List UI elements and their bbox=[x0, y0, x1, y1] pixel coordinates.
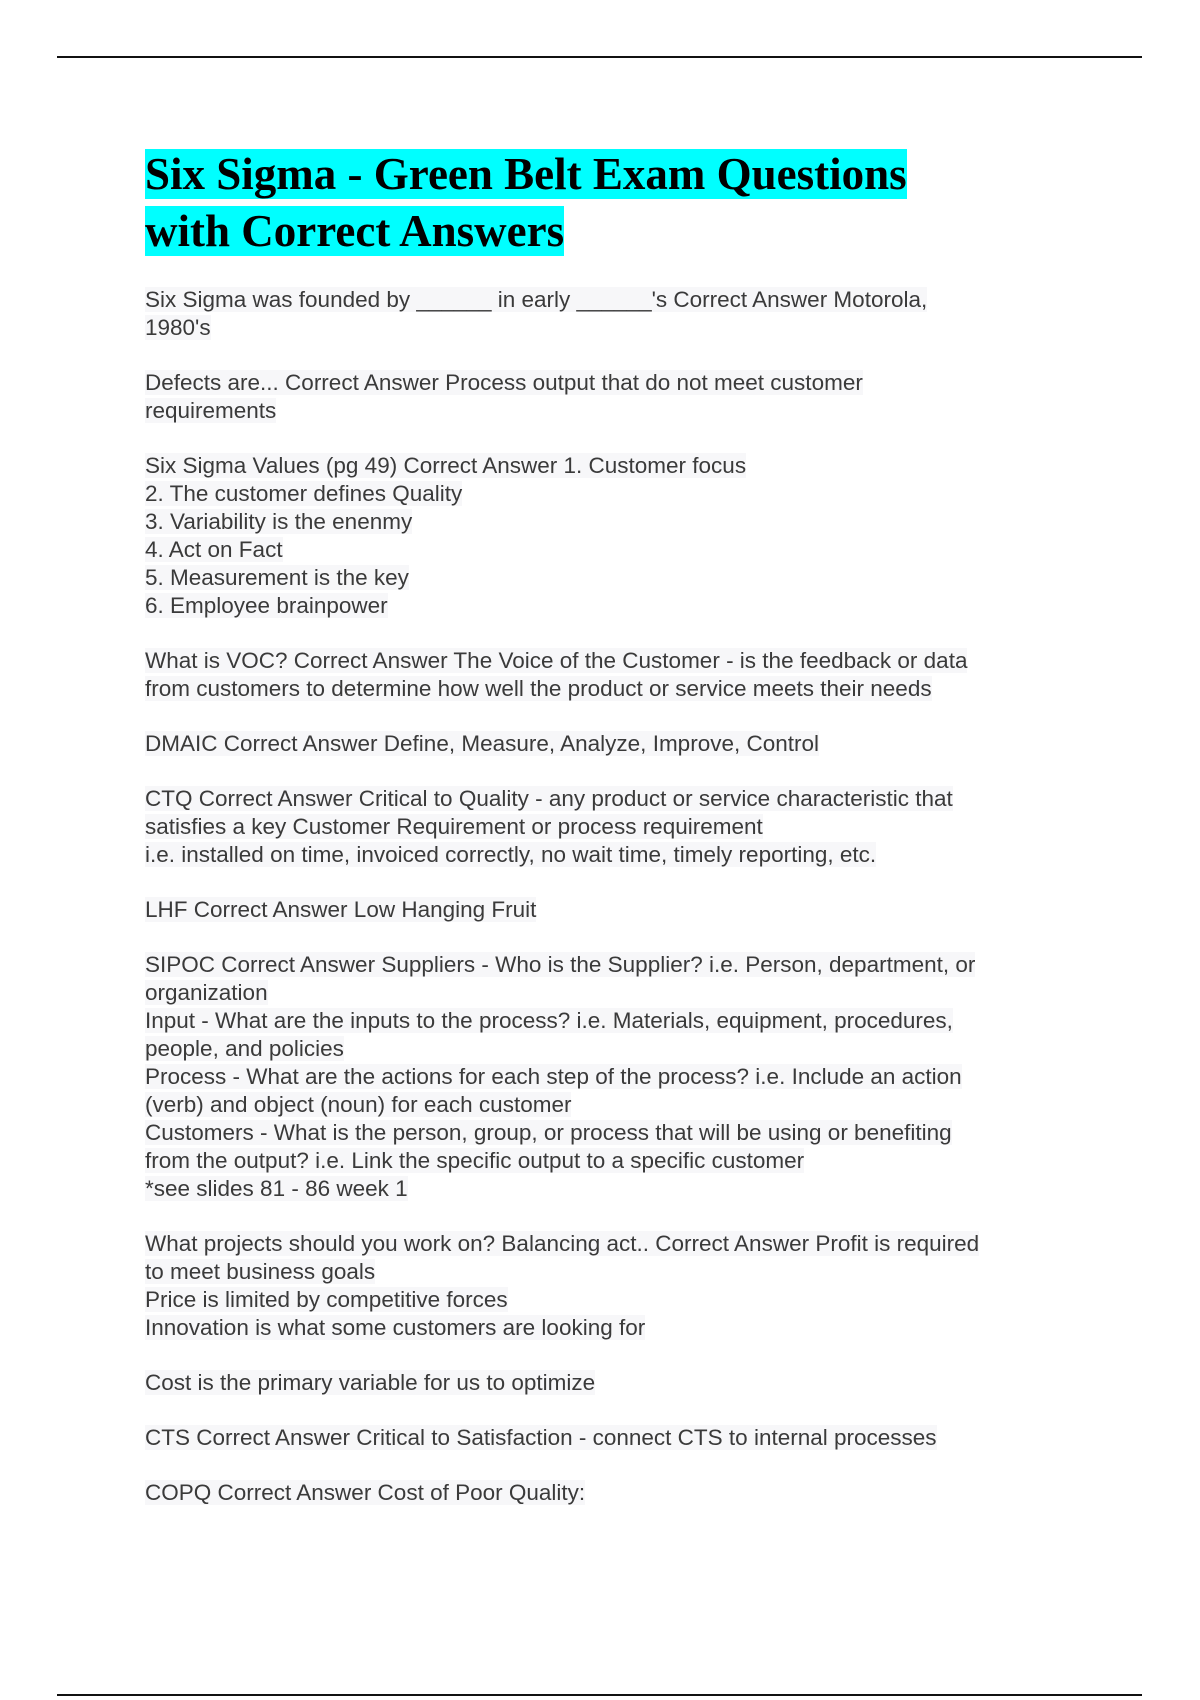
qa-line-text: Process - What are the actions for each step of the process? i.e. Include an action bbox=[145, 1064, 962, 1089]
qa-line bbox=[145, 369, 1065, 397]
qa-line-text: 3. Variability is the enenmy bbox=[145, 509, 413, 534]
title-line: Six Sigma - Green Belt Exam Questions bbox=[145, 149, 907, 199]
qa-line bbox=[145, 1369, 1065, 1397]
qa-line-text: Six Sigma was founded by ______ in early ______'s Correct Answer Motorola, bbox=[145, 287, 928, 312]
qa-line-text: Cost is the primary variable for us to optimize bbox=[145, 1370, 596, 1395]
qa-line bbox=[145, 508, 1065, 536]
qa-line bbox=[145, 647, 1065, 675]
qa-line bbox=[145, 675, 1065, 703]
qa-line-text: What is VOC? Correct Answer The Voice of the Customer - is the feedback or data bbox=[145, 648, 968, 673]
qa-line-text: COPQ Correct Answer Cost of Poor Quality: bbox=[145, 1480, 586, 1505]
qa-line bbox=[145, 1424, 1065, 1452]
qa-line bbox=[145, 452, 1065, 480]
qa-line bbox=[145, 1035, 1065, 1063]
title-line: with Correct Answers bbox=[145, 206, 565, 256]
qa-entry bbox=[145, 1230, 1065, 1342]
qa-line bbox=[145, 314, 1065, 342]
qa-line-text: Customers - What is the person, group, or process that will be using or benefiting bbox=[145, 1120, 952, 1145]
qa-line bbox=[145, 1479, 1065, 1507]
qa-line bbox=[145, 951, 1065, 979]
qa-line-text: CTS Correct Answer Critical to Satisfaction - connect CTS to internal processes bbox=[145, 1425, 937, 1450]
qa-line bbox=[145, 286, 1065, 314]
qa-line bbox=[145, 1147, 1065, 1175]
qa-line-text: to meet business goals bbox=[145, 1259, 376, 1284]
document-title bbox=[145, 146, 1065, 260]
qa-line-text: i.e. installed on time, invoiced correctly, no wait time, timely reporting, etc. bbox=[145, 842, 877, 867]
qa-entry bbox=[145, 286, 1065, 342]
qa-entry bbox=[145, 730, 1065, 758]
qa-line bbox=[145, 564, 1065, 592]
qa-line bbox=[145, 813, 1065, 841]
qa-line-text: Innovation is what some customers are looking for bbox=[145, 1315, 646, 1340]
qa-line-text: SIPOC Correct Answer Suppliers - Who is the Supplier? i.e. Person, department, or bbox=[145, 952, 976, 977]
qa-line bbox=[145, 841, 1065, 869]
qa-line bbox=[145, 1119, 1065, 1147]
qa-line-text: requirements bbox=[145, 398, 277, 423]
bottom-rule bbox=[57, 1694, 1142, 1696]
qa-line-text: 2. The customer defines Quality bbox=[145, 481, 463, 506]
qa-line-text: from customers to determine how well the product or service meets their needs bbox=[145, 676, 932, 701]
qa-entry bbox=[145, 369, 1065, 425]
qa-line bbox=[145, 1175, 1065, 1203]
document-page bbox=[145, 146, 1065, 1534]
qa-line-text: Input - What are the inputs to the process? i.e. Materials, equipment, procedures, bbox=[145, 1008, 953, 1033]
qa-entry bbox=[145, 452, 1065, 620]
qa-line bbox=[145, 1258, 1065, 1286]
qa-line bbox=[145, 1286, 1065, 1314]
qa-line-text: organization bbox=[145, 980, 268, 1005]
qa-line bbox=[145, 785, 1065, 813]
qa-line-text: (verb) and object (noun) for each customer bbox=[145, 1092, 572, 1117]
qa-entry bbox=[145, 896, 1065, 924]
qa-line-text: What projects should you work on? Balancing act.. Correct Answer Profit is required bbox=[145, 1231, 980, 1256]
qa-line-text: 6. Employee brainpower bbox=[145, 593, 388, 618]
qa-entry bbox=[145, 1424, 1065, 1452]
qa-line bbox=[145, 1007, 1065, 1035]
top-rule bbox=[57, 56, 1142, 58]
qa-line-text: from the output? i.e. Link the specific output to a specific customer bbox=[145, 1148, 805, 1173]
qa-line-text: CTQ Correct Answer Critical to Quality - any product or service characteristic that bbox=[145, 786, 953, 811]
qa-line-text: 4. Act on Fact bbox=[145, 537, 283, 562]
qa-line-text: 1980's bbox=[145, 315, 211, 340]
qa-line-text: *see slides 81 - 86 week 1 bbox=[145, 1176, 408, 1201]
qa-line bbox=[145, 536, 1065, 564]
qa-line bbox=[145, 1314, 1065, 1342]
qa-entry bbox=[145, 951, 1065, 1203]
qa-entry bbox=[145, 785, 1065, 869]
qa-line-text: DMAIC Correct Answer Define, Measure, Analyze, Improve, Control bbox=[145, 731, 820, 756]
qa-entry bbox=[145, 1369, 1065, 1397]
qa-line bbox=[145, 1063, 1065, 1091]
qa-entry bbox=[145, 1479, 1065, 1507]
qa-line-text: Six Sigma Values (pg 49) Correct Answer 1. Customer focus bbox=[145, 453, 747, 478]
qa-line bbox=[145, 397, 1065, 425]
qa-line bbox=[145, 1091, 1065, 1119]
qa-entry bbox=[145, 647, 1065, 703]
qa-line-text: 5. Measurement is the key bbox=[145, 565, 409, 590]
qa-line-text: people, and policies bbox=[145, 1036, 344, 1061]
qa-line bbox=[145, 480, 1065, 508]
qa-line bbox=[145, 896, 1065, 924]
qa-line-text: Price is limited by competitive forces bbox=[145, 1287, 508, 1312]
qa-line-text: satisfies a key Customer Requirement or process requirement bbox=[145, 814, 763, 839]
qa-list bbox=[145, 286, 1065, 1507]
qa-line-text: Defects are... Correct Answer Process output that do not meet customer bbox=[145, 370, 863, 395]
qa-line bbox=[145, 979, 1065, 1007]
qa-line bbox=[145, 1230, 1065, 1258]
qa-line bbox=[145, 730, 1065, 758]
qa-line-text: LHF Correct Answer Low Hanging Fruit bbox=[145, 897, 537, 922]
qa-line bbox=[145, 592, 1065, 620]
